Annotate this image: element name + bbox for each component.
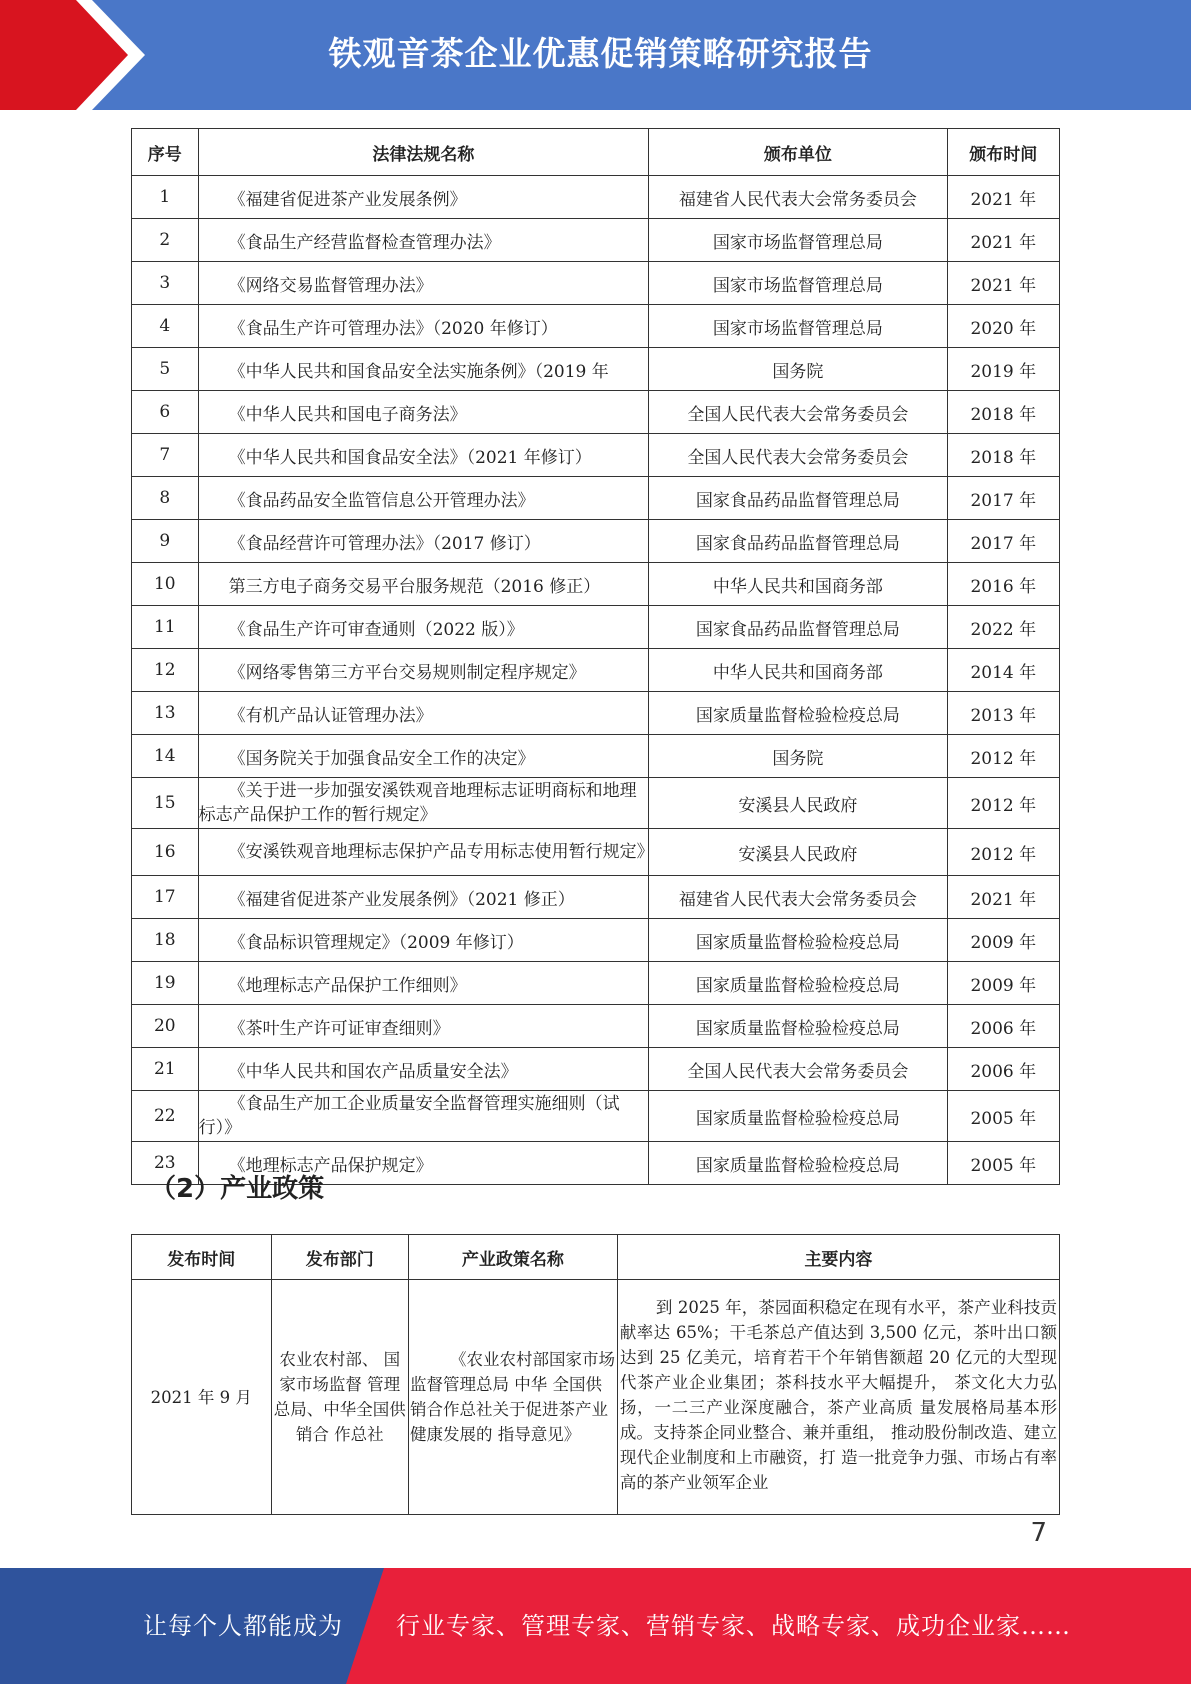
report-title: 铁观音茶企业优惠促销策略研究报告 xyxy=(328,34,873,73)
table-row xyxy=(132,1005,1060,1048)
table-row xyxy=(132,735,1060,778)
table-row xyxy=(132,262,1060,305)
col-header-no: 序号 xyxy=(132,129,199,176)
table-row xyxy=(132,606,1060,649)
col-header-dept: 发布部门 xyxy=(271,1235,408,1280)
footer-banner xyxy=(0,1568,1191,1684)
footer-slogan-right: 行业专家、管理专家、营销专家、战略专家、成功企业家…… xyxy=(396,1612,1071,1640)
row-number: 12 xyxy=(132,649,199,692)
issuing-unit: 中华人民共和国商务部 xyxy=(649,649,947,692)
table-row xyxy=(132,348,1060,391)
policy-name: 《农业农村部国家市场监督管理总局 中华 全国供销合作总社关于促进茶产业健康发展的 指导意见》 xyxy=(408,1280,617,1515)
row-number: 1 xyxy=(132,176,199,219)
issuing-unit: 国务院 xyxy=(649,735,947,778)
row-number: 22 xyxy=(132,1091,199,1142)
law-name: 《国务院关于加强食品安全工作的决定》 xyxy=(198,735,649,778)
row-number: 14 xyxy=(132,735,199,778)
row-number: 7 xyxy=(132,434,199,477)
issue-year: 2021 年 xyxy=(947,876,1059,919)
issue-year: 2009 年 xyxy=(947,919,1059,962)
issuing-unit: 国家质量监督检验检疫总局 xyxy=(649,1005,947,1048)
issuing-unit: 国家质量监督检验检疫总局 xyxy=(649,962,947,1005)
issuing-unit: 国家质量监督检验检疫总局 xyxy=(649,919,947,962)
issue-year: 2021 年 xyxy=(947,219,1059,262)
issue-year: 2006 年 xyxy=(947,1005,1059,1048)
row-number: 19 xyxy=(132,962,199,1005)
table-row xyxy=(132,563,1060,606)
col-header-name: 法律法规名称 xyxy=(198,129,649,176)
row-number: 18 xyxy=(132,919,199,962)
issue-year: 2018 年 xyxy=(947,391,1059,434)
issuing-unit: 中华人民共和国商务部 xyxy=(649,563,947,606)
issuing-unit: 国家市场监督管理总局 xyxy=(649,219,947,262)
issue-year: 2021 年 xyxy=(947,262,1059,305)
laws-table xyxy=(131,128,1060,1185)
table-row xyxy=(132,305,1060,348)
issue-year: 2012 年 xyxy=(947,778,1059,829)
row-number: 3 xyxy=(132,262,199,305)
issuing-unit: 国家食品药品监督管理总局 xyxy=(649,520,947,563)
issue-year: 2019 年 xyxy=(947,348,1059,391)
issue-year: 2017 年 xyxy=(947,520,1059,563)
law-name: 《食品生产加工企业质量安全监督管理实施细则（试行）》 xyxy=(198,1091,649,1142)
issue-year: 2006 年 xyxy=(947,1048,1059,1091)
law-name: 《中华人民共和国食品安全法》（2021 年修订） xyxy=(198,434,649,477)
issue-year: 2009 年 xyxy=(947,962,1059,1005)
law-name: 《地理标志产品保护规定》 xyxy=(198,1142,649,1185)
row-number: 21 xyxy=(132,1048,199,1091)
law-name: 《食品经营许可管理办法》（2017 修订） xyxy=(198,520,649,563)
row-number: 23 xyxy=(132,1142,199,1185)
table-row xyxy=(132,391,1060,434)
table-row xyxy=(132,778,1060,829)
law-name: 《食品药品安全监管信息公开管理办法》 xyxy=(198,477,649,520)
table-row xyxy=(132,219,1060,262)
issuing-unit: 安溪县人民政府 xyxy=(649,778,947,829)
table-row xyxy=(132,962,1060,1005)
issuing-unit: 福建省人民代表大会常务委员会 xyxy=(649,176,947,219)
policy-table xyxy=(131,1234,1060,1515)
row-number: 15 xyxy=(132,778,199,829)
issue-year: 2016 年 xyxy=(947,563,1059,606)
law-name: 《中华人民共和国电子商务法》 xyxy=(198,391,649,434)
issuing-unit: 全国人民代表大会常务委员会 xyxy=(649,391,947,434)
page-number: 7 xyxy=(1030,1518,1047,1548)
col-header-date: 发布时间 xyxy=(132,1235,272,1280)
issuing-unit: 安溪县人民政府 xyxy=(649,829,947,876)
issue-year: 2005 年 xyxy=(947,1091,1059,1142)
issue-year: 2020 年 xyxy=(947,305,1059,348)
row-number: 8 xyxy=(132,477,199,520)
row-number: 20 xyxy=(132,1005,199,1048)
table-row xyxy=(132,692,1060,735)
issuing-unit: 国家市场监督管理总局 xyxy=(649,262,947,305)
law-name: 《网络交易监督管理办法》 xyxy=(198,262,649,305)
issue-year: 2022 年 xyxy=(947,606,1059,649)
table-row xyxy=(132,434,1060,477)
issuing-unit: 国家质量监督检验检疫总局 xyxy=(649,692,947,735)
table-header-row xyxy=(132,129,1060,176)
table-row xyxy=(132,520,1060,563)
table-header-row xyxy=(132,1235,1060,1280)
table-row xyxy=(132,919,1060,962)
issuing-unit: 国家食品药品监督管理总局 xyxy=(649,477,947,520)
law-name: 《福建省促进茶产业发展条例》 xyxy=(198,176,649,219)
issuing-unit: 国家市场监督管理总局 xyxy=(649,305,947,348)
row-number: 13 xyxy=(132,692,199,735)
law-name: 《食品生产经营监督检查管理办法》 xyxy=(198,219,649,262)
law-name: 第三方电子商务交易平台服务规范（2016 修正） xyxy=(198,563,649,606)
row-number: 6 xyxy=(132,391,199,434)
col-header-unit: 颁布单位 xyxy=(649,129,947,176)
table-row xyxy=(132,1048,1060,1091)
issue-year: 2012 年 xyxy=(947,829,1059,876)
row-number: 10 xyxy=(132,563,199,606)
policy-content: 到 2025 年，茶园面积稳定在现有水平，茶产业科技贡 献率达 65%；干毛茶总产值达到 3,500 亿元，茶叶出口额达到 25 亿美元，培育若干个年销售额超 20 亿元的大型现代茶产业企业集团；茶科技水平大幅提升， 茶文化大力弘扬，一二三产业深度融合，茶产业高质 量发展格局基本形成。支持茶企同业整合、兼并重组， 推动股份制改造、建立现代企业制度和上市融资，打 造一批竞争力强、市场占有率高的茶产业领军企业 xyxy=(617,1280,1059,1515)
table-row xyxy=(132,176,1060,219)
table-row xyxy=(132,1280,1060,1515)
issuing-unit: 全国人民代表大会常务委员会 xyxy=(649,434,947,477)
law-name: 《网络零售第三方平台交易规则制定程序规定》 xyxy=(198,649,649,692)
issue-year: 2012 年 xyxy=(947,735,1059,778)
issue-year: 2017 年 xyxy=(947,477,1059,520)
law-name: 《中华人民共和国食品安全法实施条例》（2019 年 xyxy=(198,348,649,391)
row-number: 4 xyxy=(132,305,199,348)
row-number: 16 xyxy=(132,829,199,876)
laws-table-body xyxy=(132,176,1060,1185)
row-number: 2 xyxy=(132,219,199,262)
law-name: 《食品标识管理规定》（2009 年修订） xyxy=(198,919,649,962)
law-name: 《茶叶生产许可证审查细则》 xyxy=(198,1005,649,1048)
row-number: 11 xyxy=(132,606,199,649)
law-name: 《食品生产许可审查通则（2022 版）》 xyxy=(198,606,649,649)
policy-date: 2021 年 9 月 xyxy=(132,1280,272,1515)
law-name: 《食品生产许可管理办法》（2020 年修订） xyxy=(198,305,649,348)
policy-dept: 农业农村部、 国家市场监督 管理总局、中华全国供销合 作总社 xyxy=(271,1280,408,1515)
law-name: 《中华人民共和国农产品质量安全法》 xyxy=(198,1048,649,1091)
col-header-policy-name: 产业政策名称 xyxy=(408,1235,617,1280)
law-name: 《关于进一步加强安溪铁观音地理标志证明商标和地理 标志产品保护工作的暂行规定》 xyxy=(198,778,649,829)
law-name: 《安溪铁观音地理标志保护产品专用标志使用暂行规定》 xyxy=(198,829,649,876)
issuing-unit: 福建省人民代表大会常务委员会 xyxy=(649,876,947,919)
law-name: 《有机产品认证管理办法》 xyxy=(198,692,649,735)
issue-year: 2018 年 xyxy=(947,434,1059,477)
row-number: 17 xyxy=(132,876,199,919)
issuing-unit: 全国人民代表大会常务委员会 xyxy=(649,1048,947,1091)
law-name: 《地理标志产品保护工作细则》 xyxy=(198,962,649,1005)
issuing-unit: 国务院 xyxy=(649,348,947,391)
issue-year: 2005 年 xyxy=(947,1142,1059,1185)
table-row xyxy=(132,477,1060,520)
table-row xyxy=(132,1091,1060,1142)
issuing-unit: 国家食品药品监督管理总局 xyxy=(649,606,947,649)
table-row xyxy=(132,876,1060,919)
table-row xyxy=(132,649,1060,692)
law-name: 《福建省促进茶产业发展条例》（2021 修正） xyxy=(198,876,649,919)
issue-year: 2021 年 xyxy=(947,176,1059,219)
header-banner xyxy=(0,0,1191,110)
section-heading: （2）产业政策 xyxy=(150,1174,325,1204)
row-number: 5 xyxy=(132,348,199,391)
issue-year: 2013 年 xyxy=(947,692,1059,735)
issuing-unit: 国家质量监督检验检疫总局 xyxy=(649,1142,947,1185)
row-number: 9 xyxy=(132,520,199,563)
col-header-year: 颁布时间 xyxy=(947,129,1059,176)
issuing-unit: 国家质量监督检验检疫总局 xyxy=(649,1091,947,1142)
table-row xyxy=(132,829,1060,876)
col-header-content: 主要内容 xyxy=(617,1235,1059,1280)
footer-slogan-left: 让每个人都能成为 xyxy=(143,1612,343,1640)
issue-year: 2014 年 xyxy=(947,649,1059,692)
